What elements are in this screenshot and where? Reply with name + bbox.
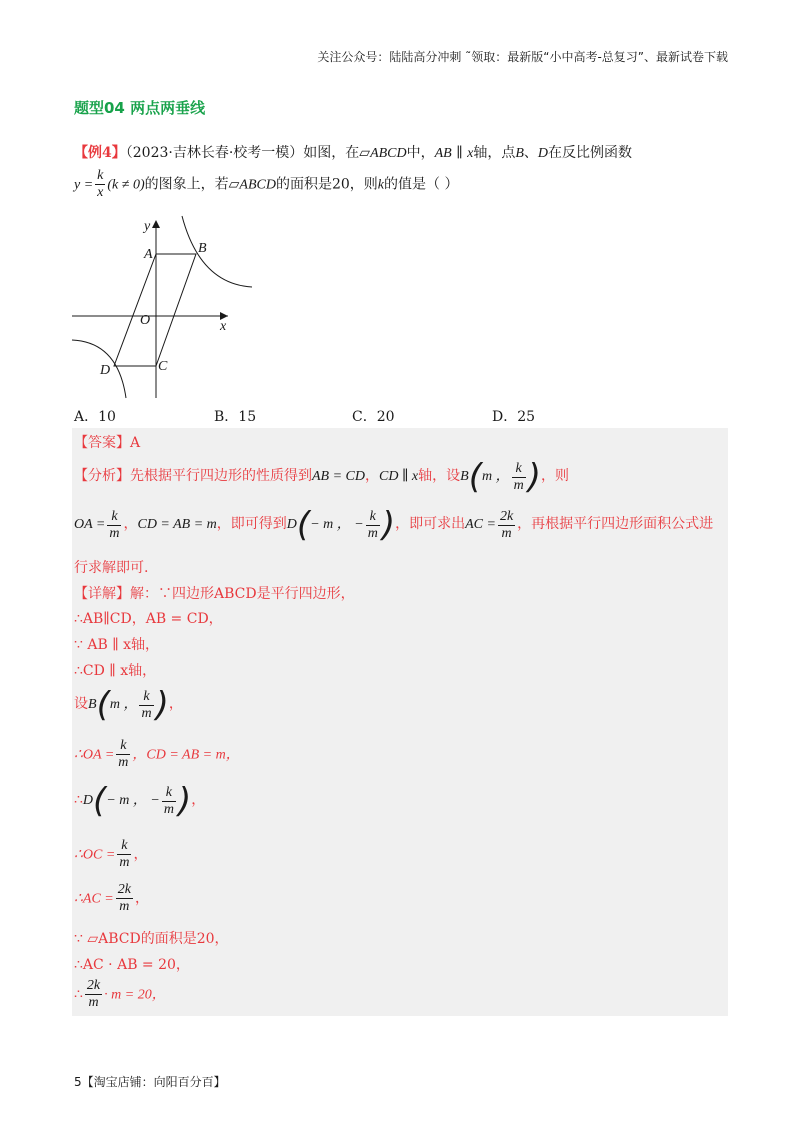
detail-line-10: ∵ ▱ABCD的面积是20， <box>74 931 229 947</box>
detail-text: ∴ <box>74 792 83 809</box>
label-x: x <box>220 319 227 334</box>
analysis-text: ，则 <box>540 468 569 485</box>
detail-line-9: ∴AC = $\frac{2k}{m}$ ， <box>74 882 149 914</box>
analysis-text: 先根据平行四边形的性质得到 <box>130 468 312 485</box>
analysis-text: ，即可得到 <box>216 516 287 533</box>
ab-label: AB <box>434 146 452 161</box>
hyperbola-branch-q1 <box>182 216 252 287</box>
problem-text: 的值是（ ） <box>384 176 459 193</box>
label-y: y <box>144 219 151 234</box>
detail-text: 设 <box>74 696 88 713</box>
analysis-text: ，再根据平行四边形面积公式进 <box>517 516 714 533</box>
section-title: 题型04 两点两垂线 <box>74 99 206 117</box>
b-var: B <box>515 146 524 161</box>
math-expr: CD ∥ x <box>379 469 419 485</box>
analysis-text: ， <box>365 468 379 485</box>
detail-line-2: ∴AB∥CD，AB = CD， <box>74 611 223 627</box>
option-a: A．10 <box>74 409 116 425</box>
analysis-line-2: OA = $\frac{k}{m}$ ，CD = AB = m，即可得到D(− m ， − $\frac{k}{m}$ )，即可求出AC = $\frac{2k}{m}$ ，再根据平行四边形面积公式进 <box>74 505 714 545</box>
problem-line-1 <box>74 142 632 162</box>
detail-text: ∴AC = <box>74 891 114 907</box>
detail-line-11: ∴AC · AB = 20， <box>74 957 190 973</box>
detail-line-5: 设B(m ， $\frac{k}{m}$ )， <box>74 685 183 725</box>
label-a: A <box>144 247 153 262</box>
problem-text: 轴，点 <box>473 145 516 161</box>
detail-line-1 <box>74 583 355 603</box>
math-expr: CD = AB = m <box>137 517 217 533</box>
answer-tag: 【答案】 <box>74 435 130 451</box>
analysis-text: 轴，设 <box>418 468 461 485</box>
detail-text: · m = 20， <box>104 987 166 1003</box>
y-axis-arrow-icon <box>152 220 160 228</box>
detail-line-7: ∴D(− m ， − $\frac{k}{m}$ )， <box>74 781 206 821</box>
analysis-tag: 【分析】 <box>74 468 130 485</box>
analysis-text: ， <box>123 516 138 533</box>
parallelogram-symbol: ▱ <box>359 145 371 161</box>
detail-text: ，CD = AB = m， <box>132 747 240 763</box>
problem-text: 在反比例函数 <box>548 145 633 161</box>
problem-line-2 <box>74 168 458 201</box>
label-c: C <box>158 359 168 374</box>
figure-graph <box>70 212 260 402</box>
page-footer: 5【淘宝店铺：向阳百分百】 <box>74 1075 226 1089</box>
k-var: k <box>377 177 385 193</box>
y-equals: y = <box>74 177 94 193</box>
option-b: B．15 <box>214 409 257 425</box>
detail-line-3: ∵ AB ∥ x轴， <box>74 637 160 653</box>
option-d: D．25 <box>492 409 536 425</box>
detail-line-8: ∴OC = $\frac{k}{m}$ ， <box>74 838 148 870</box>
problem-text: 的面积是20，则 <box>275 176 378 193</box>
problem-text: 的图象上，若 <box>144 176 229 193</box>
detail-text: 解：∵四边形ABCD是平行四边形， <box>130 586 355 602</box>
parallel-symbol: ∥ <box>456 145 463 161</box>
label-o: O <box>140 313 151 328</box>
analysis-line-3: 行求解即可. <box>74 560 149 576</box>
frac-num: k <box>97 168 104 183</box>
fraction-k-over-x <box>95 168 105 201</box>
detail-text: ∴OA = <box>74 747 115 763</box>
answer-value: A <box>130 435 141 451</box>
detail-line-12: ∴ $\frac{2k}{m}$ · m = 20， <box>74 978 166 1010</box>
page-header: 关注公众号：陆陆高分冲刺 ˜领取：最新版“小中高考-总复习”、最新试卷下载 <box>317 50 728 64</box>
d-var: D <box>537 146 549 161</box>
math-expr: AB = CD <box>312 469 365 485</box>
abcd-label: ABCD <box>239 177 276 193</box>
detail-text: ∴OC = <box>74 847 116 863</box>
analysis-text: ，即可求出 <box>395 516 466 533</box>
problem-source: （2023·吉林长春·校考一模） <box>125 145 304 161</box>
parallelogram-abcd <box>114 254 196 366</box>
label-d: D <box>100 363 111 378</box>
detail-line-6: ∴OA = $\frac{k}{m}$ ，CD = AB = m， <box>74 738 240 770</box>
analysis-line-1: 【分析】先根据平行四边形的性质得到AB = CD，CD ∥ x轴，设B(m ， $\frac{k}{m}$ )，则 <box>74 457 569 497</box>
detail-line-4: ∴CD ∥ x轴， <box>74 663 157 679</box>
abcd-label: ABCD <box>370 146 407 161</box>
problem-text: 、 <box>523 145 538 161</box>
label-b: B <box>198 241 207 256</box>
option-c: C．20 <box>352 409 395 425</box>
parallelogram-symbol: ▱ <box>228 176 240 193</box>
example-tag: 【例4】 <box>74 145 126 161</box>
problem-text: 中， <box>406 145 435 161</box>
hyperbola-branch-q3 <box>72 340 126 398</box>
answer-line <box>74 432 140 452</box>
detail-text: ∴ <box>74 986 83 1003</box>
detail-tag: 【详解】 <box>74 586 130 602</box>
k-condition: (k ≠ 0) <box>107 177 145 193</box>
x-var: x <box>467 146 474 161</box>
frac-den: x <box>97 185 104 200</box>
problem-text: 如图，在 <box>303 145 360 161</box>
